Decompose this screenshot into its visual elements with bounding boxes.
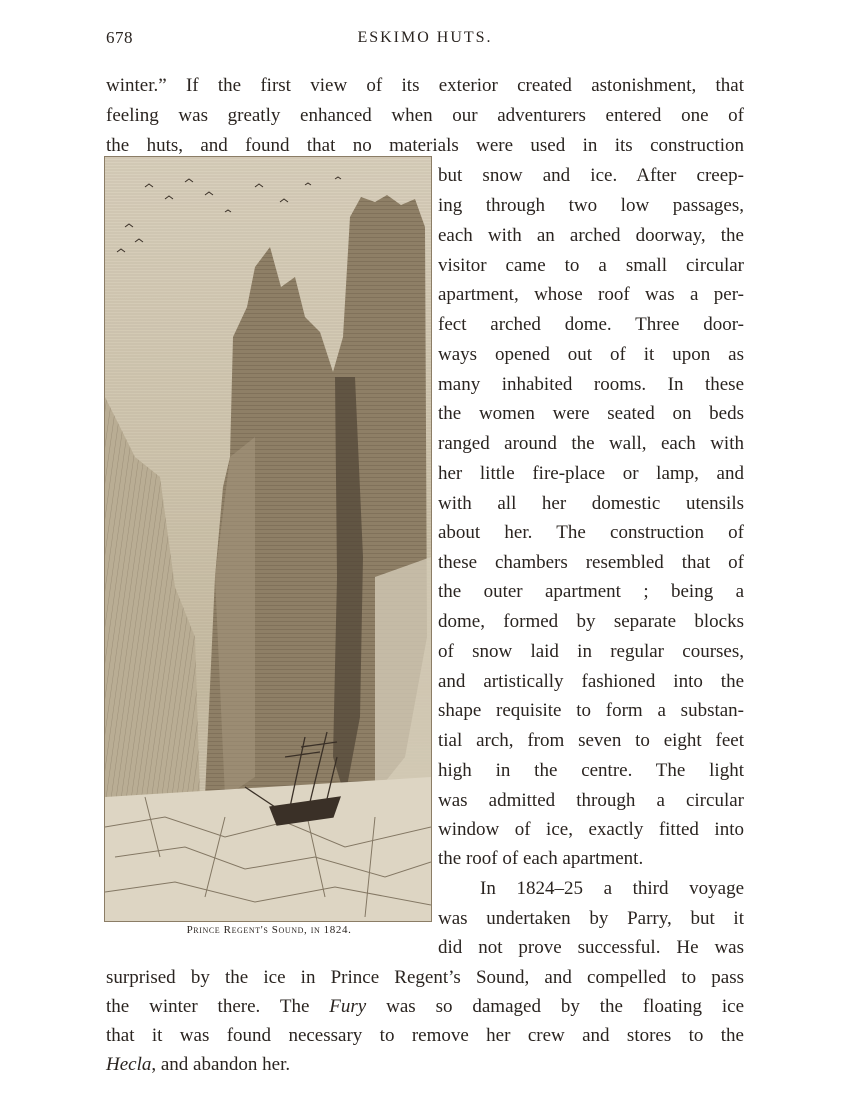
text-line: ways opened out of it upon as — [438, 344, 744, 365]
text-line: the women were seated on beds — [438, 403, 744, 424]
text-line: was undertaken by Parry, but it — [438, 908, 744, 929]
text-line: visitor came to a small circular — [438, 255, 744, 276]
text-line: and artistically fashioned into the — [438, 671, 744, 692]
text-line: apartment, whose roof was a per- — [438, 284, 744, 305]
text-line: the huts, and found that no materials were used in its construction — [106, 135, 744, 156]
figure-caption: Prince Regent's Sound, in 1824. — [186, 924, 352, 936]
text-line: that it was found necessary to remove her crew and stores to the — [106, 1025, 744, 1046]
text-line: of snow laid in regular courses, — [438, 641, 744, 662]
text-line: In 1824–25 a third voyage — [480, 878, 744, 899]
text-line: surprised by the ice in Prince Regent’s Sound, and compelled to pass — [106, 967, 744, 988]
text-fragment: , and abandon her. — [151, 1054, 291, 1075]
ship-name-hecla: Hecla — [106, 1054, 152, 1075]
text-line: but snow and ice. After creep- — [438, 165, 744, 186]
text-line: winter.” If the first view of its exterior created astonishment, that — [106, 75, 744, 96]
text-fragment: the winter there. The — [106, 996, 330, 1017]
text-line: ing through two low passages, — [438, 195, 744, 216]
text-line: with all her domestic utensils — [438, 493, 744, 514]
text-fragment: was so damaged by the floating ice — [366, 996, 744, 1017]
text-line: high in the centre. The light — [438, 760, 744, 781]
text-line — [106, 1050, 744, 1080]
text-line: tial arch, from seven to eight feet — [438, 730, 744, 751]
text-line: each with an arched doorway, the — [438, 225, 744, 246]
text-line: shape requisite to form a substan- — [438, 700, 744, 721]
ship-name-fury: Fury — [329, 996, 367, 1017]
text-line: dome, formed by separate blocks — [438, 611, 744, 632]
text-line: the outer apartment ; being a — [438, 581, 744, 602]
text-line: many inhabited rooms. In these — [438, 374, 744, 395]
text-line: was admitted through a circular — [438, 790, 744, 811]
text-line: the roof of each apartment. — [438, 848, 644, 869]
running-head: ESKIMO HUTS. — [357, 29, 493, 46]
text-line: feeling was greatly enhanced when our adventurers entered one of — [106, 105, 744, 126]
engraving-illustration — [104, 156, 432, 922]
text-line: about her. The construction of — [438, 522, 744, 543]
page-number: 678 — [106, 28, 133, 47]
text-line: window of ice, exactly fitted into — [438, 819, 744, 840]
text-line — [106, 992, 744, 1022]
text-line: ranged around the wall, each with — [438, 433, 744, 454]
text-line: fect arched dome. Three door- — [438, 314, 744, 335]
text-line: did not prove successful. He was — [438, 937, 744, 958]
text-line: these chambers resembled that of — [438, 552, 744, 573]
text-line: her little fire-place or lamp, and — [438, 463, 744, 484]
